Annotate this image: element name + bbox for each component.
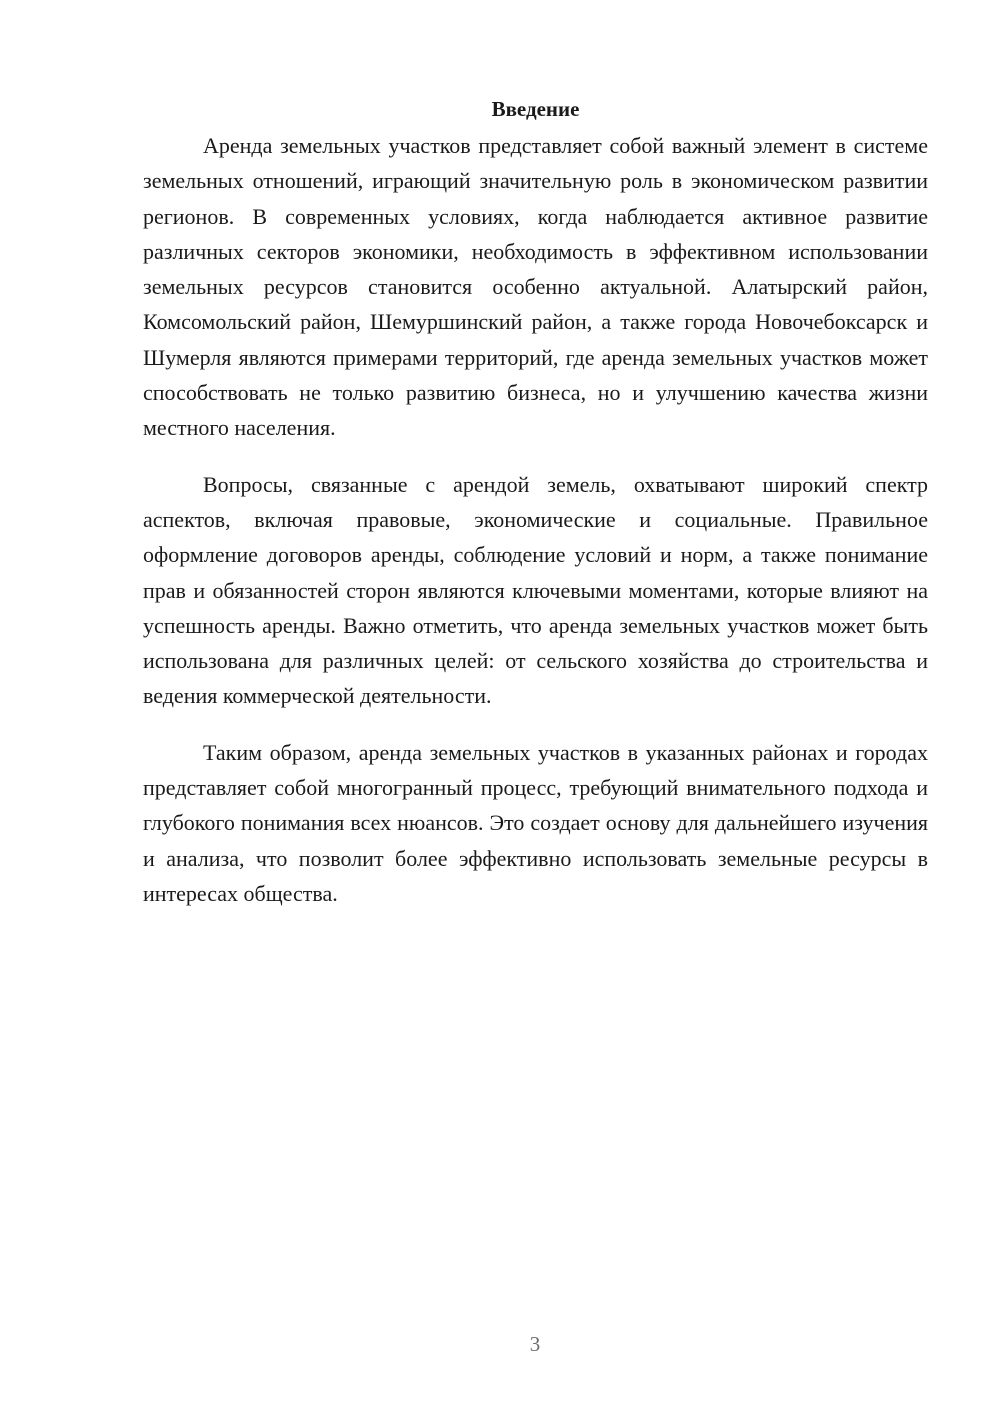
paragraph-3: Таким образом, аренда земельных участков в указанных районах и городах представляет собой многогранный процесс, требующий внимательного подхода и глубокого понимания всех нюансов. Это создает основу для дальнейшего изучения и анализа, что позволит более эффективно использовать земельные ресурсы в интересах общества. [143, 739, 928, 906]
page-content [143, 92, 928, 932]
paragraph-1: Аренда земельных участков представляет собой важный элемент в системе земельных отношений, играющий значительную роль в экономическом развитии регионов. В современных условиях, когда наблюдается активное развитие различных секторов экономики, необходимость в эффективном использовании земельных ресурсов становится особенно актуальной. Алатырский район, Комсомольский район, Шемуршинский район, а также города Новочебоксарск и Шумерля являются примерами территорий, где аренда земельных участков может способствовать не только развитию бизнеса, но и улучшению качества жизни местного населения. [143, 133, 928, 441]
paragraph-2: Вопросы, связанные с арендой земель, охватывают широкий спектр аспектов, включая правовые, экономические и социальные. Правильное оформление договоров аренды, соблюдение условий и норм, а также понимание прав и обязанностей сторон являются ключевыми моментами, которые влияют на успешность аренды. Важно отметить, что аренда земельных участков может быть использована для различных целей: от сельского хозяйства до строительства и ведения коммерческой деятельности. [143, 471, 928, 709]
page-number: 3 [529, 1332, 541, 1356]
section-heading: Введение [491, 97, 580, 121]
